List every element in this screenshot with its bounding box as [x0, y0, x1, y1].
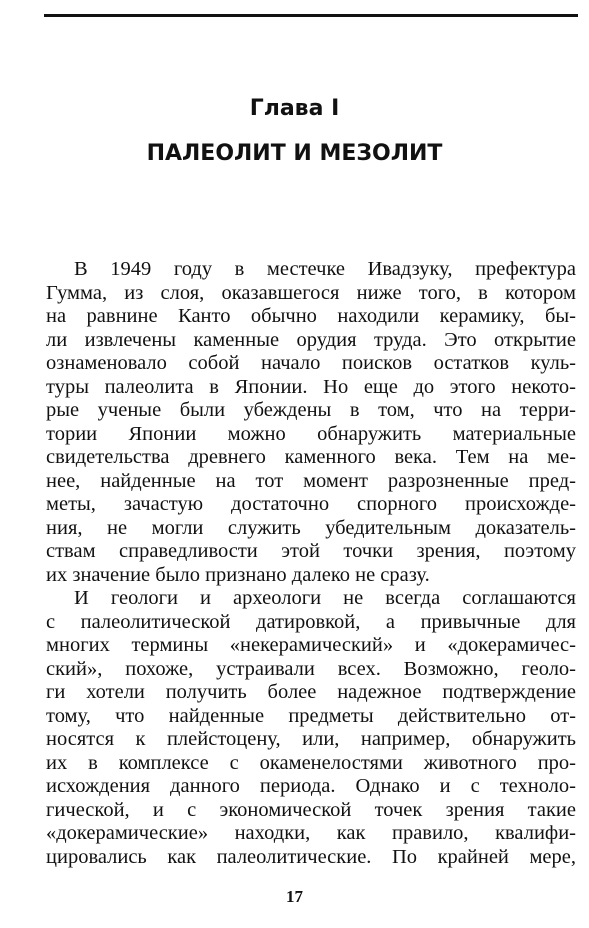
chapter-label: Глава I	[249, 96, 340, 121]
text-line: туры палеолита в Японии. Но еще до этого некото-	[46, 375, 576, 398]
chapter-title: ПАЛЕОЛИТ И МЕЗОЛИТ	[146, 141, 443, 166]
text-line: носятся к плейстоцену, или, например, обнаружить	[46, 728, 576, 750]
text-line: «докерамические» находки, как правило, квалифи-	[46, 822, 576, 844]
text-line: цировались как палеолитические. По крайней мере,	[46, 845, 576, 868]
text-line: их значение было признано далеко не сразу.	[46, 563, 430, 586]
text-line: В 1949 году в местечке Ивадзуку, префектура	[74, 258, 576, 280]
text-line: Гумма, из слоя, оказавшегося ниже того, в котором	[46, 281, 576, 304]
text-line: рые ученые были убеждены в том, что на терри-	[46, 399, 576, 421]
text-line: свидетельства древнего каменного века. Тем на ме-	[46, 446, 576, 468]
text-line: исхождения данного периода. Однако и с техноло-	[46, 775, 576, 797]
text-line: с палеолитической датировкой, а привычные для	[46, 610, 576, 633]
text-line: ги хотели получить более надежное подтверждение	[46, 681, 576, 703]
paragraph-2	[46, 587, 576, 869]
text-line: ствам справедливости этой точки зрения, поэтому	[46, 540, 576, 562]
text-line: на равнине Канто обычно находили керамику, бы-	[46, 305, 576, 327]
text-line: ли извлечены каменные орудия труда. Это открытие	[46, 328, 576, 351]
body-text	[46, 258, 576, 869]
top-rule	[44, 14, 578, 17]
text-line: тому, что найденные предметы действительно от-	[46, 704, 576, 727]
paragraph-1	[46, 258, 576, 587]
text-line: нее, найденные на тот момент разрозненные пред-	[46, 469, 576, 492]
text-line: ния, не могли служить убедительным доказатель-	[46, 516, 576, 539]
text-line: многих термины «некерамический» и «докерамичес-	[46, 634, 576, 656]
text-line: И геологи и археологи не всегда соглашаются	[74, 587, 576, 609]
text-line: ознаменовало собой начало поисков остатков куль-	[46, 352, 576, 374]
text-line: их в комплексе с окаменелостями животного про-	[46, 751, 576, 774]
page-number: 17	[286, 887, 303, 906]
text-line: гической, и с экономической точек зрения такие	[46, 798, 576, 821]
text-line: тории Японии можно обнаружить материальные	[46, 422, 576, 445]
text-line: меты, зачастую достаточно спорного происхожде-	[46, 493, 576, 515]
text-line: ский», похоже, устраивали всех. Возможно, геоло-	[46, 657, 576, 680]
